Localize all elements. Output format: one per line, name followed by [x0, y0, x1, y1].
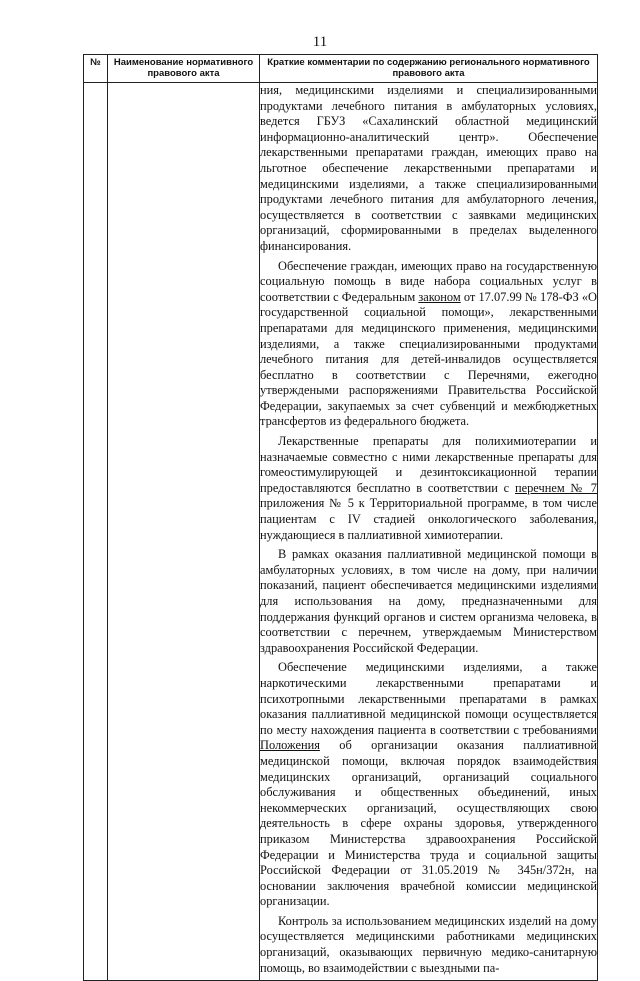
comment-paragraph — [260, 83, 597, 255]
comment-paragraph — [260, 914, 597, 976]
header-number: № — [84, 55, 108, 83]
cell-number — [84, 83, 108, 981]
paragraph-text: приложения № 5 к Территориальной программе, в том числе пациентам с IV стадией онкологического заболевания, нуждающиеся в паллиативной химиотерапии. — [260, 496, 597, 542]
comment-paragraph — [260, 259, 597, 431]
header-act-name: Наименование нормативного правового акта — [108, 55, 260, 83]
paragraph-text: Лекарственные препараты для полихимиотерапии и назначаемые совместно с ними лекарственные препараты для гомеостимулирующей и дезинтоксикационной терапии предоставляются бесплатно в соответствии с — [260, 434, 597, 495]
paragraph-text: от 17.07.99 № 178-ФЗ «О государственной социальной помощи», лекарственными препаратами для медицинского применения, медицинскими изделиями, а также специализированными продуктами лечебного питания для детей-инвалидов осуществляется бесплатно в соответствии с Перечнями, ежегодно утверждеными распоряжениями Правительства Российской Федерации, закупаемых за счет субвенций и межбюджетных трансфертов из федерального бюджета. — [260, 289, 597, 429]
paragraph-text: Обеспечение медицинскими изделиями, а также наркотическими лекарственными препаратами и психотропными лекарственными препаратами в рамках оказания паллиативной медицинской помощи осуществляется по месту нахождения пациента в соответствии с требованиями — [260, 660, 597, 737]
document-link[interactable]: перечнем № 7 — [514, 480, 598, 495]
paragraph-text: об организации оказания паллиативной медицинской помощи, включая порядок взаимодействия медицинских организаций, организаций социального обслуживания и общественных объединений, иных некоммерческих организаций, осуществляющих свою деятельность в сфере охраны здоровья, утвержденного приказом Министерства здравоохранения Российской Федерации и Министерства труда и социальной защиты Российской Федерации от 31.05.2019 № 345н/372н, на основании заключения врачебной комиссии медицинской организации. — [260, 738, 597, 909]
cell-act-name — [108, 83, 260, 981]
header-comments: Краткие комментарии по содержанию регионального нормативного правового акта — [260, 55, 598, 83]
document-link[interactable]: Положения — [260, 738, 320, 753]
paragraph-text: Обеспечение граждан, имеющих право на государственную социальную помощь в виде набора социальных услуг в соответствии с Федеральным — [260, 258, 597, 304]
paragraph-text: ния, медицинскими изделиями и специализированными продуктами лечебного питания в амбулаторных условиях, ведется ГБУЗ «Сахалинский областной медицинский информационно-аналитический центр». Обеспечение лекарственными препаратами граждан, имеющих право на льготное обеспечение лекарственными препаратами и медицинскими изделиями, а также специализированными продуктами лечебного питания для амбулаторного лечения, осуществляется в соответствии с заявками медицинских организаций, сформированными в пределах выделенного финансирования. — [260, 83, 597, 253]
regulatory-acts-table — [83, 54, 598, 981]
comment-paragraph — [260, 660, 597, 910]
table-row — [84, 83, 598, 981]
page-number: 11 — [312, 34, 328, 50]
comment-paragraph — [260, 434, 597, 543]
paragraph-text: В рамках оказания паллиативной медицинской помощи в амбулаторных условиях, в том числе на дому, при наличии показаний, пациент обеспечивается медицинскими изделиями для использования на дому, предназначенными для поддержания функций органов и систем организма человека, в соответствии с перечнем, утверждаемым Министерством здравоохранения Российской Федерации. — [260, 547, 597, 655]
paragraph-text: Контроль за использованием медицинских изделий на дому осуществляется медицинскими работниками медицинских организаций, оказывающих первичную медико-санитарную помощь, во взаимодействии с выездными па- — [260, 913, 597, 975]
document-link[interactable]: законом — [418, 289, 461, 304]
comment-paragraph — [260, 547, 597, 656]
cell-comments — [260, 83, 598, 981]
table-header-row — [84, 55, 598, 83]
